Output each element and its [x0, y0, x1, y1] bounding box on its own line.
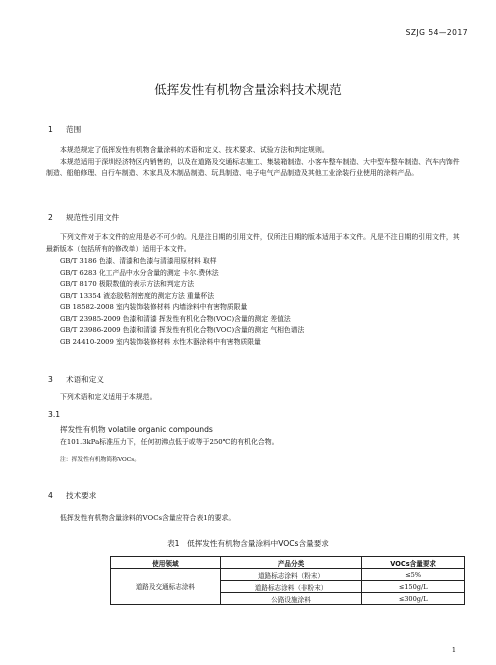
reference-item: GB/T 23986-2009 色漆和清漆 挥发性有机化合物(VOC)含量的测定 气相色谱法 [60, 326, 305, 334]
table-header-row [111, 557, 465, 569]
section-title: 术语和定义 [66, 375, 104, 384]
paragraph: 本规范适用于深圳经济特区内销售的，以及在道路及交通标志施工、集装箱制造、小客车整车制造、大中型车整车制造、汽车内饰件制造、船舶修理、自行车制造、木家具及木制品制造、玩具制造、电子电气产品制造及其他工业涂装行业使用的涂料产品。 [46, 157, 460, 178]
reference-list [60, 256, 304, 348]
reference-item: GB 18582-2008 室内装饰装修材料 内墙涂料中有害物质限量 [60, 303, 248, 311]
column-header: 使用领域 [111, 557, 221, 569]
table-cell-group: 道路及交通标志涂料 [111, 569, 221, 605]
reference-item: GB/T 6283 化工产品中水分含量的测定 卡尔.费休法 [60, 268, 219, 277]
table-cell: 公路设施涂料 [220, 593, 362, 605]
reference-item: GB/T 8170 极限数值的表示方法和判定方法 [60, 280, 195, 288]
section-2-heading [48, 212, 119, 223]
table-caption: 表1 低挥发性有机物含量涂料中VOCs含量要求 [167, 539, 329, 548]
term-note: 注：挥发性有机物简称VOCs。 [60, 457, 141, 463]
subsection-number: 3.1 [48, 410, 61, 419]
reference-item: GB/T 3186 色漆、清漆和色漆与清漆用原材料 取样 [60, 257, 217, 265]
table-cell: ≤150g/L [362, 581, 465, 593]
reference-item: GB 24410-2009 室内装饰装修材料 水性木器涂料中有害物质限量 [60, 337, 261, 346]
section-4-intro: 低挥发性有机物含量涂料的VOCs含量应符合表1的要求。 [60, 514, 236, 522]
paragraph: 本规范规定了低挥发性有机物含量涂料的术语和定义、技术要求、试验方法和判定规则。 [60, 146, 329, 154]
section-number: 4 [48, 491, 53, 500]
section-title: 规范性引用文件 [66, 213, 120, 222]
table-cell: ≤300g/L [362, 593, 465, 605]
section-3-heading [48, 374, 104, 385]
column-header: 产品分类 [220, 557, 362, 569]
section-title: 范围 [66, 125, 82, 134]
table-cell: 道路标志涂料（非粉末） [220, 581, 362, 593]
term-definition: 在101.3kPa标准压力下，任何初沸点低于或等于250℃的有机化合物。 [60, 438, 279, 446]
section-number: 2 [48, 213, 53, 222]
table-cell: 道路标志涂料（粉末） [220, 569, 362, 581]
section-number: 3 [48, 375, 53, 384]
section-title: 技术要求 [66, 491, 97, 500]
section-2-intro [46, 232, 464, 255]
table-row [111, 569, 465, 581]
voc-requirements-table [110, 556, 465, 605]
section-number: 1 [48, 125, 53, 134]
section-4-heading [48, 490, 96, 501]
page-number: 1 [451, 646, 456, 654]
paragraph: 下列文件对于本文件的应用是必不可少的。凡是注日期的引用文件，仅所注日期的版本适用于本文件。凡是不注日期的引用文件，其最新版本（包括所有的修改单）适用于本文件。 [46, 233, 460, 253]
section-3-intro: 下列术语和定义适用于本规范。 [60, 393, 157, 401]
reference-item: GB/T 13354 液态胶粘剂密度的测定方法 重量杯法 [60, 291, 215, 300]
standard-code: SZJG 54—2017 [405, 28, 468, 37]
page-title: 低挥发性有机物含量涂料技术规范 [154, 82, 342, 97]
table-cell: ≤5% [362, 569, 465, 581]
reference-item: GB/T 23985-2009 色漆和清漆 挥发性有机化合物(VOC)含量的测定 差值法 [60, 314, 291, 323]
section-1-heading [48, 124, 81, 135]
column-header: VOCs含量要求 [362, 557, 465, 569]
term-heading: 挥发性有机物 volatile organic compounds [60, 425, 213, 434]
section-1-body [46, 145, 464, 180]
